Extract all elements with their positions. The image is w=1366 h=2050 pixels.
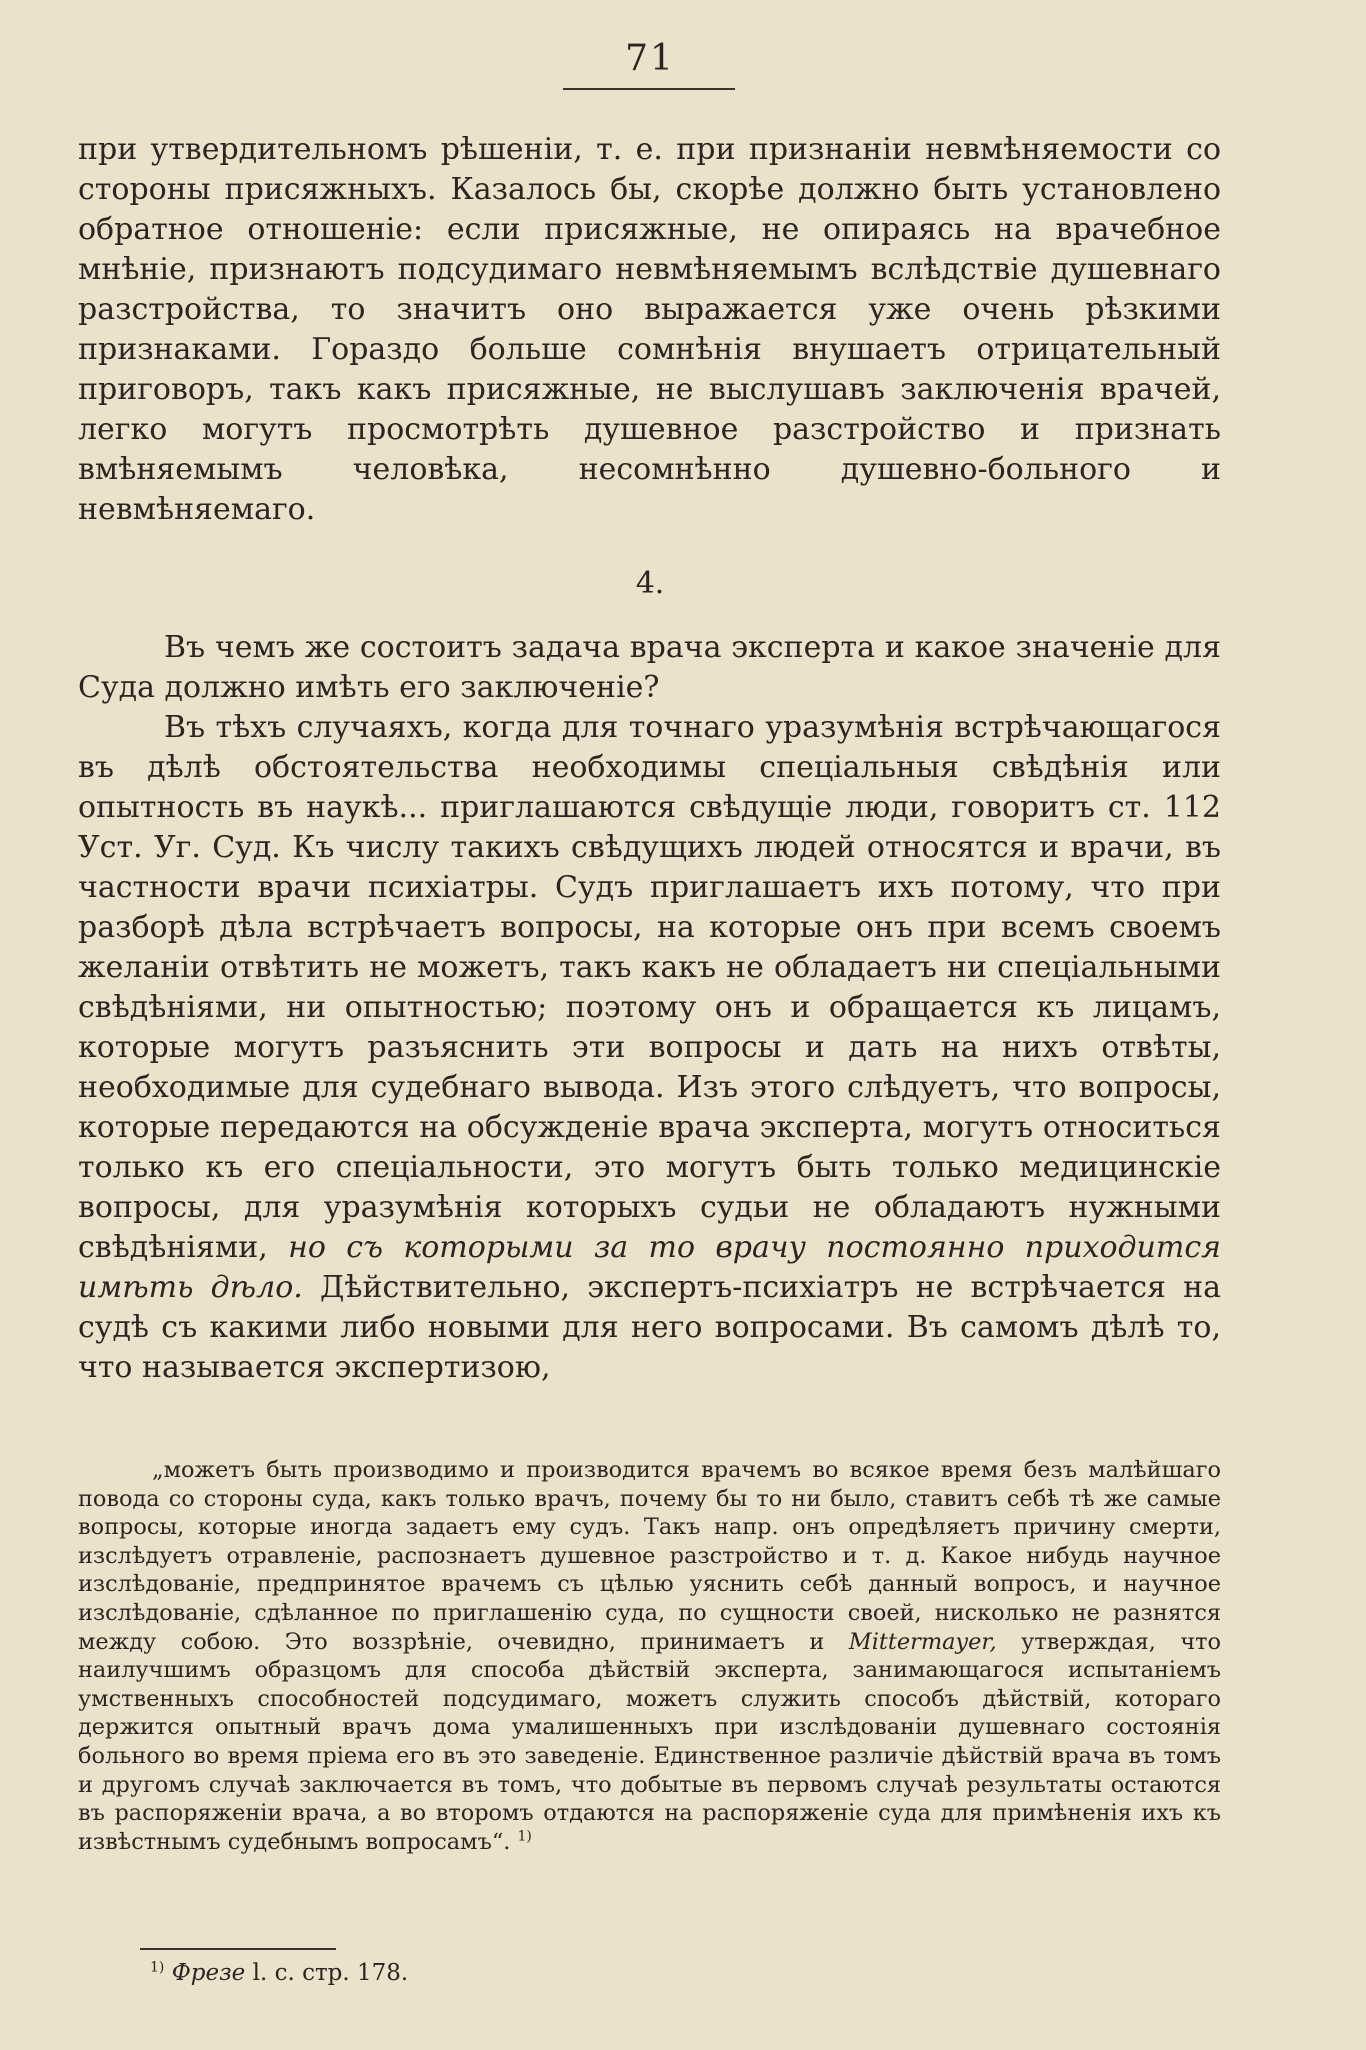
paragraph-question: Въ чемъ же состоитъ задача врача эксперта и какое значеніе для Суда должно имѣть его заключеніе?	[78, 630, 1221, 705]
paragraph-continuation: при утвердительномъ рѣшеніи, т. е. при признаніи невмѣняемости со стороны присяжныхъ. Казалось бы, скорѣе должно быть установлено обратное отношеніе: если присяжные, не опираясь на врачебное мнѣніе, признаютъ подсудимаго невмѣняемымъ вслѣдствіе душевнаго разстройства, то значитъ оно выражается уже очень рѣзкими признаками. Гораздо больше сомнѣнія внушаетъ отрицательный приговоръ, такъ какъ присяжные, не выслушавъ заключенія врачей, легко могутъ просмотрѣть душевное разстройство и признать вмѣняемымъ человѣка, несомнѣнно душевно-больного и невмѣняемаго.	[78, 132, 1221, 527]
paragraph-expert-role	[78, 708, 1221, 1388]
footnote	[150, 1958, 408, 1988]
paragraph-italic-emphasis: но съ которыми за то врачу постоянно приходится имѣть дѣло.	[78, 1230, 1221, 1305]
quote-author-name: Mittermayer,	[848, 1628, 997, 1655]
header-rule	[563, 88, 735, 90]
footnote-marker: 1)	[150, 1959, 165, 1976]
block-quote	[78, 1456, 1221, 1856]
section-number: 4.	[635, 566, 665, 601]
footnote-author: Фрезе	[171, 1960, 246, 1986]
footnote-rule	[140, 1948, 336, 1950]
quote-footnote-marker: 1)	[517, 1828, 532, 1845]
quote-text-before-author: „можетъ быть производимо и производится врачемъ во всякое время безъ малѣйшаго повода со стороны суда, какъ только врачъ, почему бы то ни было, ставитъ себѣ тѣ же самые вопросы, которые иногда задаетъ ему судъ. Такъ напр. онъ опредѣляетъ причину смерти, изслѣдуетъ отравленіе, распознаетъ душевное разстройство и т. д. Какое нибудь научное изслѣдованіе, предпринятое врачемъ съ цѣлью уяснить себѣ данный вопросъ, и научное изслѣдованіе, сдѣланное по приглашенію суда, по сущности своей, нисколько не разнятся между собою. Это воззрѣніе, очевидно, принимаетъ и	[78, 1457, 1221, 1655]
paragraph-text-before-italic: Въ тѣхъ случаяхъ, когда для точнаго уразумѣнія встрѣчающагося въ дѣлѣ обстоятельства необходимы спеціальныя свѣдѣнія или опытность въ наукѣ... приглашаются свѣдущіе люди, говоритъ ст. 112 Уст. Уг. Суд. Къ числу такихъ свѣдущихъ людей относятся и врачи, въ частности врачи психіатры. Судъ приглашаетъ ихъ потому, что при разборѣ дѣла встрѣчаетъ вопросы, на которые онъ при всемъ своемъ желаніи отвѣтить не можетъ, такъ какъ не обладаетъ ни спеціальными свѣдѣніями, ни опытностью; поэтому онъ и обращается къ лицамъ, которые могутъ разъяснить эти вопросы и дать на нихъ отвѣты, необходимые для судебнаго вывода. Изъ этого слѣдуетъ, что вопросы, которые передаются на обсужденіе врача эксперта, могутъ относиться только къ его спеціальности, это могутъ быть только медицинскіе вопросы, для уразумѣнія которыхъ судьи не обладаютъ нужными свѣдѣніями,	[78, 710, 1221, 1265]
footnote-citation: l. c. стр. 178.	[252, 1960, 409, 1986]
paragraph-text-after-italic: Дѣйствительно, экспертъ-психіатръ не встрѣчается на судѣ съ какими либо новыми для него вопросами. Въ самомъ дѣлѣ то, что называется экспертизою,	[78, 1270, 1221, 1385]
quote-text-after-author: утверждая, что наилучшимъ образцомъ для способа дѣйствій эксперта, занимающагося испытаніемъ умственныхъ способностей подсудимаго, можетъ служить способъ дѣйствій, котораго держится опытный врачъ дома умалишенныхъ при изслѣдованіи душевнаго состоянія больного во время пріема его въ это заведеніе. Единственное различіе дѣйствій врача въ томъ и другомъ случаѣ заключается въ томъ, что добытые въ первомъ случаѣ результаты остаются въ распоряженіи врача, а во второмъ отдаются на распоряженіе суда для примѣненія ихъ къ извѣстнымъ судебнымъ вопросамъ“.	[78, 1628, 1222, 1855]
page-number: 71	[625, 38, 675, 79]
